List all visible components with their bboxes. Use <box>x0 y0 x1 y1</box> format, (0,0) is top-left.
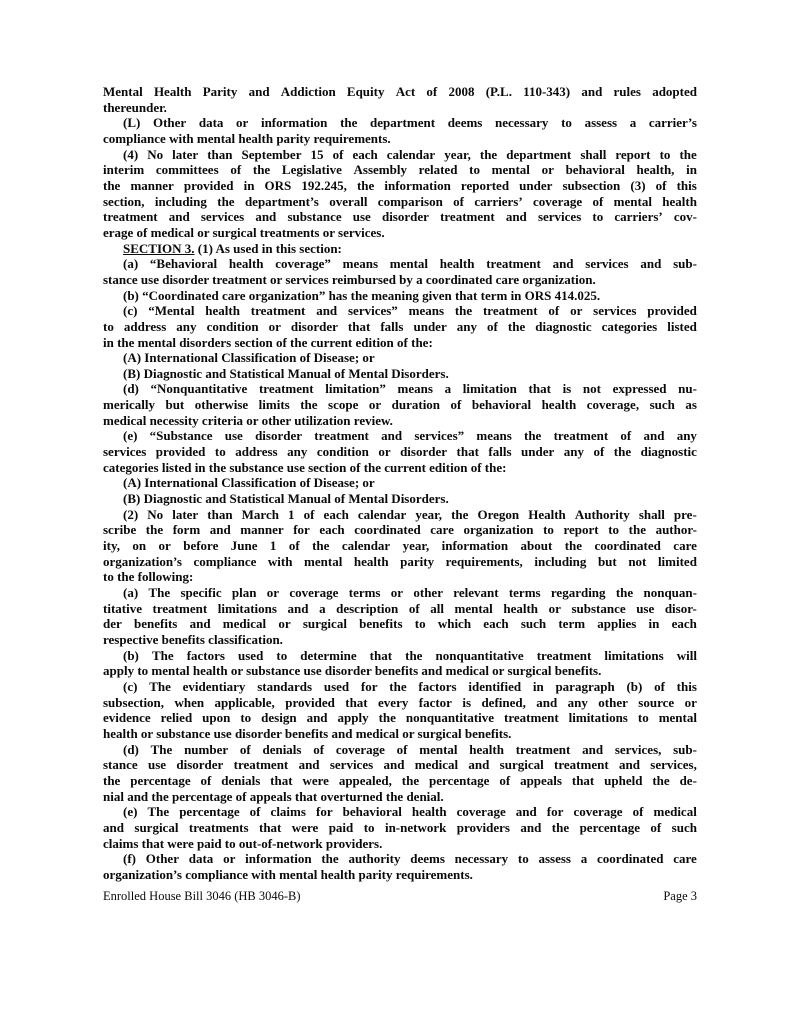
text-line: (c) “Mental health treatment and services” means the treatment of or services provided <box>123 303 697 319</box>
text-line: nial and the percentage of appeals that overturned the denial. <box>103 788 444 804</box>
text-line: interim committees of the Legislative Assembly related to mental or behavioral health, in <box>103 162 697 178</box>
text-line: (4) No later than September 15 of each calendar year, the department shall report to the <box>123 146 697 162</box>
text-line: titative treatment limitations and a description of all mental health or substance use disor- <box>103 600 697 616</box>
text-line: (A) International Classification of Disease; or <box>123 475 375 491</box>
paragraph <box>103 585 697 648</box>
text-line: medical necessity criteria or other utilization review. <box>103 412 393 428</box>
text-line: evidence relied upon to design and apply the nonquantitative treatment limitations to mental <box>103 710 697 726</box>
text-line: stance use disorder treatment and services and medical and surgical treatment and services, <box>103 757 697 773</box>
paragraph <box>103 742 697 805</box>
text-line: apply to mental health or substance use disorder benefits and medical or surgical benefits. <box>103 663 602 679</box>
text-line: and surgical treatments that were paid to in-network providers and the percentage of such <box>103 819 697 835</box>
text-line: compliance with mental health parity requirements. <box>103 130 391 146</box>
text-line: (a) “Behavioral health coverage” means mental health treatment and services and sub- <box>123 256 697 272</box>
text-line: to address any condition or disorder that falls under any of the diagnostic categories listed <box>103 318 697 334</box>
text-line: claims that were paid to out-of-network providers. <box>103 835 383 851</box>
text-line: (e) “Substance use disorder treatment and services” means the treatment of and any <box>123 428 697 444</box>
text-line: (d) “Nonquantitative treatment limitation” means a limitation that is not expressed nu- <box>123 381 697 397</box>
paragraph <box>103 288 697 304</box>
text-line: section, including the department’s overall comparison of carriers’ coverage of mental health <box>103 193 697 209</box>
paragraph <box>103 303 697 350</box>
text-line: (A) International Classification of Disease; or <box>123 350 375 366</box>
text-line: categories listed in the substance use section of the current edition of the: <box>103 459 507 475</box>
text-line: subsection, when applicable, provided that every factor is defined, and any other source or <box>103 694 697 710</box>
paragraph <box>103 475 697 491</box>
text-line: stance use disorder treatment or services reimbursed by a coordinated care organization. <box>103 271 596 287</box>
paragraph <box>103 350 697 366</box>
text-line: treatment and services and substance use disorder treatment and services to carriers’ cov- <box>103 209 697 225</box>
text-line: organization’s compliance with mental health parity requirements. <box>103 866 473 882</box>
text-line: respective benefits classification. <box>103 631 283 647</box>
text-line: merically but otherwise limits the scope or duration of behavioral health coverage, such as <box>103 397 697 413</box>
text-line: (b) The factors used to determine that the nonquantitative treatment limitations will <box>123 647 697 663</box>
footer-page-number: Page 3 <box>663 889 697 903</box>
page-footer <box>103 889 697 904</box>
text-line: (2) No later than March 1 of each calendar year, the Oregon Health Authority shall pre- <box>123 506 697 522</box>
paragraph <box>103 648 697 679</box>
paragraph <box>103 851 697 882</box>
paragraph <box>103 428 697 475</box>
text-line: to the following: <box>103 569 194 585</box>
paragraph <box>103 679 697 742</box>
text-line: services provided to address any condition or disorder that falls under any of the diagnostic <box>103 444 697 460</box>
text-line: (B) Diagnostic and Statistical Manual of Mental Disorders. <box>123 365 449 381</box>
paragraph <box>103 381 697 428</box>
text-line: (f) Other data or information the authority deems necessary to assess a coordinated care <box>123 851 697 867</box>
text-line: (d) The number of denials of coverage of mental health treatment and services, sub- <box>123 741 697 757</box>
text-line: (e) The percentage of claims for behavioral health coverage and for coverage of medical <box>123 804 697 820</box>
text-line: health or substance use disorder benefits and medical or surgical benefits. <box>103 725 512 741</box>
text-line: Mental Health Parity and Addiction Equity Act of 2008 (P.L. 110-343) and rules adopted <box>103 84 697 99</box>
text-line: organization’s compliance with mental health parity requirements, including but not limited <box>103 553 697 569</box>
paragraph <box>103 84 697 115</box>
text-line: the manner provided in ORS 192.245, the information reported under subsection (3) of this <box>103 177 697 193</box>
paragraph <box>103 366 697 382</box>
text-line: SECTION 3. (1) As used in this section: <box>123 240 342 256</box>
text-line: (c) The evidentiary standards used for the factors identified in paragraph (b) of this <box>123 678 697 694</box>
text-line: (b) “Coordinated care organization” has the meaning given that term in ORS 414.025. <box>123 287 601 303</box>
paragraph <box>103 256 697 287</box>
footer-bill-title: Enrolled House Bill 3046 (HB 3046-B) <box>103 889 301 903</box>
text-line: (a) The specific plan or coverage terms or other relevant terms regarding the nonquan- <box>123 585 697 600</box>
text-line: der benefits and medical or surgical benefits to which each such term applies in each <box>103 616 697 632</box>
text-line: erage of medical or surgical treatments or services. <box>103 224 385 240</box>
text-line: (B) Diagnostic and Statistical Manual of Mental Disorders. <box>123 491 449 507</box>
bill-text-body <box>103 84 697 882</box>
text-line: the percentage of denials that were appealed, the percentage of appeals that upheld the de- <box>103 772 697 788</box>
text-line: thereunder. <box>103 99 167 115</box>
text-line: scribe the form and manner for each coordinated care organization to report to the author- <box>103 522 697 538</box>
paragraph <box>103 491 697 507</box>
paragraph <box>103 115 697 146</box>
paragraph <box>103 147 697 241</box>
section-heading: SECTION 3. <box>123 240 195 256</box>
text-line: in the mental disorders section of the current edition of the: <box>103 334 433 350</box>
paragraph <box>103 241 697 257</box>
paragraph <box>103 507 697 585</box>
text-line: (L) Other data or information the department deems necessary to assess a carrier’s <box>123 115 697 131</box>
paragraph <box>103 804 697 851</box>
text-line: ity, on or before June 1 of the calendar year, information about the coordinated care <box>103 538 697 554</box>
